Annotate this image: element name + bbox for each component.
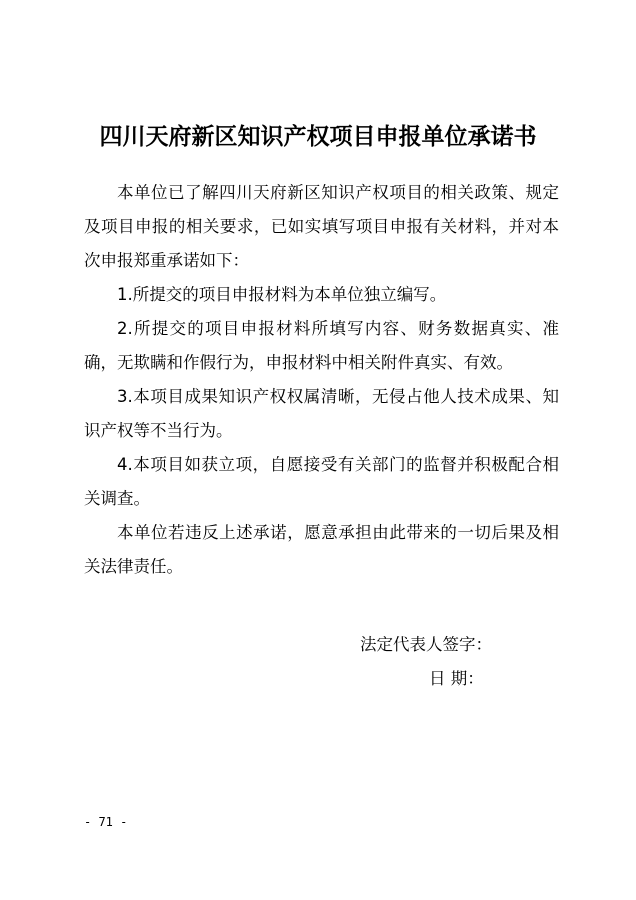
paragraph-item-4: 4.本项目如获立项，自愿接受有关部门的监督并积极配合相关调查。 xyxy=(84,455,559,508)
signature-label: 法定代表人签字： xyxy=(360,635,492,654)
paragraph-intro: 本单位已了解四川天府新区知识产权项目的相关政策、规定及项目申报的相关要求，已如实填写项目申报有关材料，并对本次申报郑重承诺如下： xyxy=(84,183,559,270)
signature-block xyxy=(360,628,560,696)
paragraph-item-3: 3.本项目成果知识产权权属清晰，无侵占他人技术成果、知识产权等不当行为。 xyxy=(84,387,559,440)
document-title: 四川天府新区知识产权项目申报单位承诺书 xyxy=(99,123,537,150)
page-number: - 71 - xyxy=(84,815,128,829)
date-label: 日 期： xyxy=(429,669,484,688)
paragraph-item-1: 1.所提交的项目申报材料为本单位独立编写。 xyxy=(117,285,447,304)
paragraph-item-2: 2.所提交的项目申报材料所填写内容、财务数据真实、准确，无欺瞒和作假行为，申报材料中相关附件真实、有效。 xyxy=(84,319,559,372)
paragraph-closing: 本单位若违反上述承诺，愿意承担由此带来的一切后果及相关法律责任。 xyxy=(84,523,559,576)
document-body xyxy=(84,176,559,584)
